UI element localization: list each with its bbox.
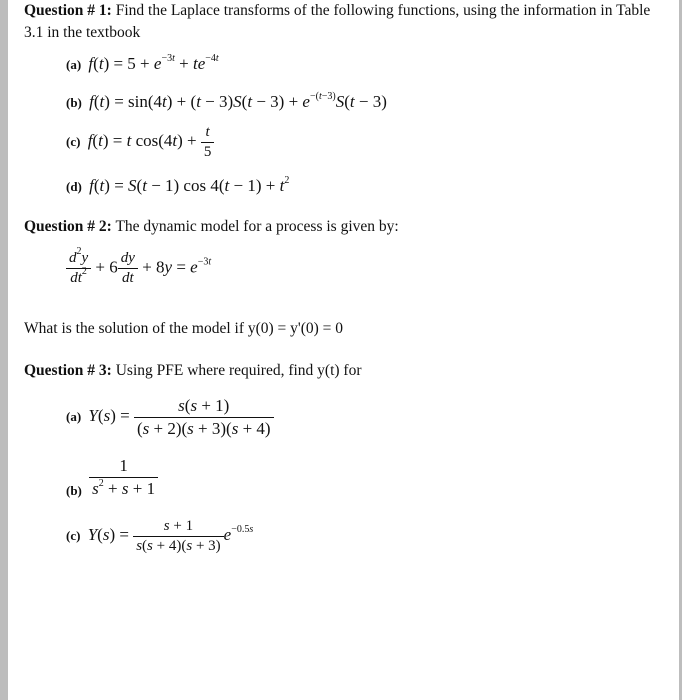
question-2-text: The dynamic model for a process is given by: xyxy=(115,218,399,235)
question-3-heading xyxy=(24,360,654,382)
question-2-heading xyxy=(24,216,654,238)
q1-item-c-expr: f(t) = t cos(4t) + $\frac{t}{5}$ xyxy=(88,131,215,150)
q3-item-b-expr: $\frac{1}{s^2 + s + 1}$ xyxy=(89,466,158,485)
q1-item-d-label: (d) xyxy=(66,179,82,194)
q3-item-a-label: (a) xyxy=(66,409,82,425)
left-border xyxy=(0,0,8,700)
question-1-text: Find the Laplace transforms of the following functions, using the information in Table 3.1 in the textbook xyxy=(24,2,651,41)
q1-item-a xyxy=(66,54,219,74)
question-3-text: Using PFE where required, find y(t) for xyxy=(115,362,362,379)
q1-item-c xyxy=(66,124,214,161)
q1-item-a-label: (a) xyxy=(66,57,82,72)
q1-item-a-expr: $f(t) = 5 + e^{-3t} + te^{-4t}$ xyxy=(88,53,219,73)
q3-item-c-expr: Y(s) = $\frac{s + 1}{s(s + 4)(s + 3)}$ $e^{-0.5s}$ xyxy=(87,518,254,554)
q3-item-c xyxy=(66,518,253,555)
q1-item-c-label: (c) xyxy=(66,134,81,150)
q2-followup-text: What is the solution of the model if y(0) = y'(0) = 0 xyxy=(24,320,344,337)
q3-item-c-label: (c) xyxy=(66,528,81,544)
q1-item-d xyxy=(66,176,289,196)
q1-item-b-expr: $f(t) = \sin(4t) + (t - 3)S(t - 3) + e^{-(t-3)}S(t - 3)$ xyxy=(89,91,387,111)
q3-item-b-label: (b) xyxy=(66,483,82,499)
dy-dt-fraction: $\frac{dy}{dt}$ xyxy=(118,250,138,287)
q1-item-b-label: (b) xyxy=(66,95,82,110)
q3-item-b xyxy=(66,456,158,499)
d2y-dt2-fraction: $\frac{d^2y}{dt^2}$ xyxy=(66,250,91,287)
document-page xyxy=(24,0,664,700)
question-1-heading xyxy=(24,0,654,44)
question-2-label: Question # 2: xyxy=(24,218,112,235)
question-3-label: Question # 3: xyxy=(24,362,112,379)
q2-equation: $\frac{d^2y}{dt^2}$ + 6 $\frac{dy}{dt}$ + $8y = e^{-3t}$ xyxy=(66,250,211,287)
q2-followup xyxy=(24,318,654,340)
q1-item-d-expr: f(t) = S(t − 1) $\cos 4(t - 1) + t^2$ xyxy=(89,175,290,195)
q3-item-a-expr: Y(s) = $\frac{s(s + 1)}{(s + 2)(s + 3)(s + 4)}$ xyxy=(88,406,273,425)
q1-item-b xyxy=(66,92,387,112)
question-1-label: Question # 1: xyxy=(24,2,112,19)
q3-item-a xyxy=(66,396,274,439)
